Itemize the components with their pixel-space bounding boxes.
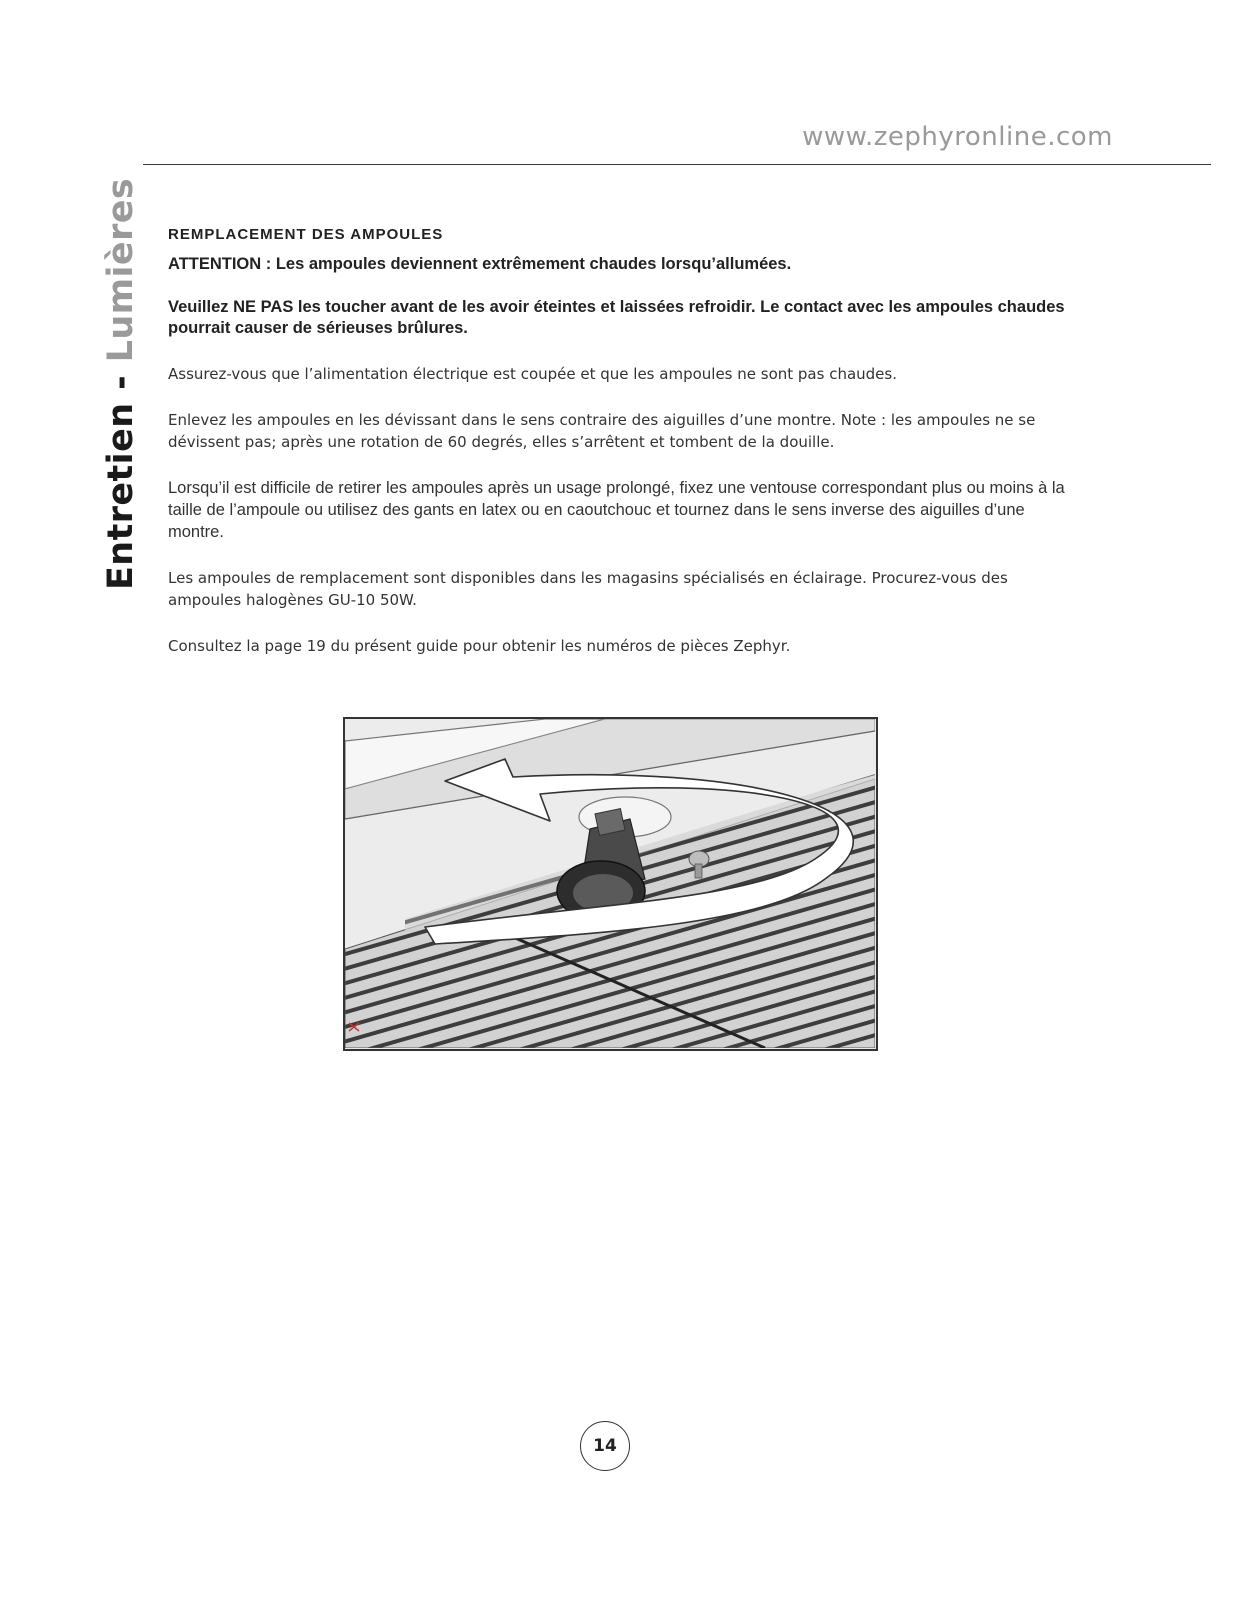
- attention-notice: ATTENTION : Les ampoules deviennent extrêmement chaudes lorsqu’allumées.: [168, 255, 792, 273]
- paragraph-parts-reference: Consultez la page 19 du présent guide pour obtenir les numéros de pièces Zephyr.: [168, 637, 791, 655]
- website-url: www.zephyronline.com: [802, 122, 1113, 152]
- paragraph-difficult-removal: Lorsqu’il est difficile de retirer les ampoules après un usage prolongé, fixez une ventouse correspondant plus ou moins à la taille de l’ampoule ou utilisez des gants en latex ou en caoutchouc et tournez dans le sens inverse des aiguilles d’une montre.: [168, 479, 1065, 541]
- main-content: [168, 226, 1068, 657]
- page-number: 14: [580, 1421, 630, 1471]
- paragraph-unscrew: Enlevez les ampoules en les dévissant dans le sens contraire des aiguilles d’une montre. Note : les ampoules ne se dévissent pas; après une rotation de 60 degrés, elles s’arrêtent et tombent de la douille.: [168, 411, 1036, 451]
- header-rule: [143, 164, 1211, 165]
- section-title: REMPLACEMENT DES AMPOULES: [168, 226, 444, 243]
- paragraph-replacement: Les ampoules de remplacement sont disponibles dans les magasins spécialisés en éclairage. Procurez-vous des ampoules halogènes GU-10 50W.: [168, 569, 1008, 609]
- paragraph-power-off: Assurez-vous que l’alimentation électrique est coupée et que les ampoules ne sont pas chaudes.: [168, 365, 897, 383]
- warning-notice: Veuillez NE PAS les toucher avant de les avoir éteintes et laissées refroidir. Le contact avec les ampoules chaudes pourrait causer de sérieuses brûlures.: [168, 298, 1065, 337]
- side-title-topic: Lumières: [101, 177, 141, 363]
- side-section-title: [101, 177, 141, 590]
- side-title-section: Entretien -: [101, 362, 141, 590]
- bulb-removal-illustration: [343, 717, 878, 1051]
